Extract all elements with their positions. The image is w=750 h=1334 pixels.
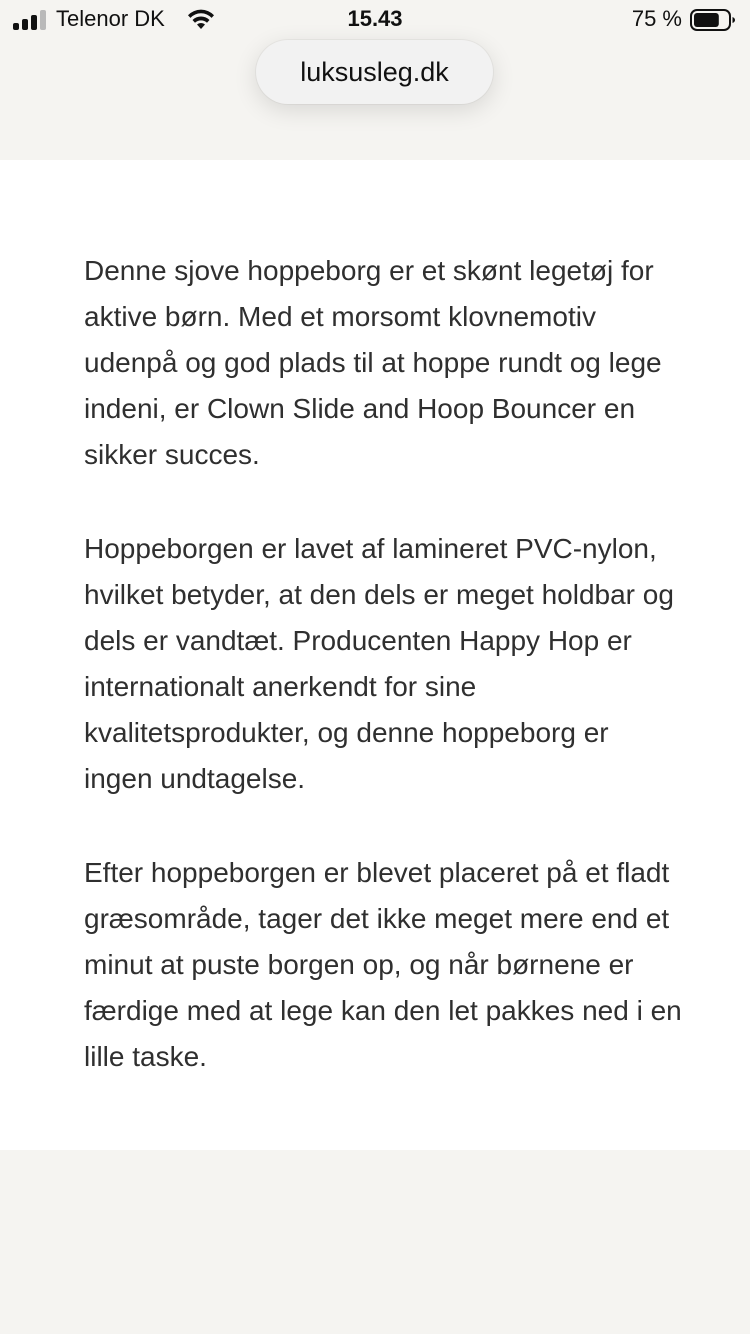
article-text	[84, 248, 684, 1128]
url-text: luksusleg.dk	[300, 56, 449, 87]
article-paragraph-1: Denne sjove hoppeborg er et skønt legetøj for aktive børn. Med et morsomt klovnemotiv udenpå og god plads til at hoppe rundt og lege indeni, er Clown Slide and Hoop Bouncer en sikker succes.	[84, 255, 662, 470]
address-bar[interactable]	[256, 40, 493, 104]
carrier-name: Telenor DK	[56, 6, 165, 31]
article-paragraph-3: Efter hoppeborgen er blevet placeret på et fladt græsområde, tager det ikke meget mere end et minut at puste borgen op, og når børnene er færdige med at lege kan den let pakkes ned i en lille taske.	[84, 857, 682, 1072]
battery-percentage: 75 %	[631, 6, 682, 31]
footer-area	[0, 1150, 750, 1334]
clock: 15.43	[347, 6, 403, 31]
article-paragraph-2: Hoppeborgen er lavet af lamineret PVC-nylon, hvilket betyder, at den dels er meget holdbar og dels er vandtæt. Producenten Happy Hop er internationalt anerkendt for sine kvalitetsprodukter, og denne hoppeborg er ingen undtagelse.	[84, 533, 674, 794]
battery-icon	[690, 9, 736, 31]
status-bar	[0, 0, 750, 40]
article-section	[0, 160, 750, 1150]
